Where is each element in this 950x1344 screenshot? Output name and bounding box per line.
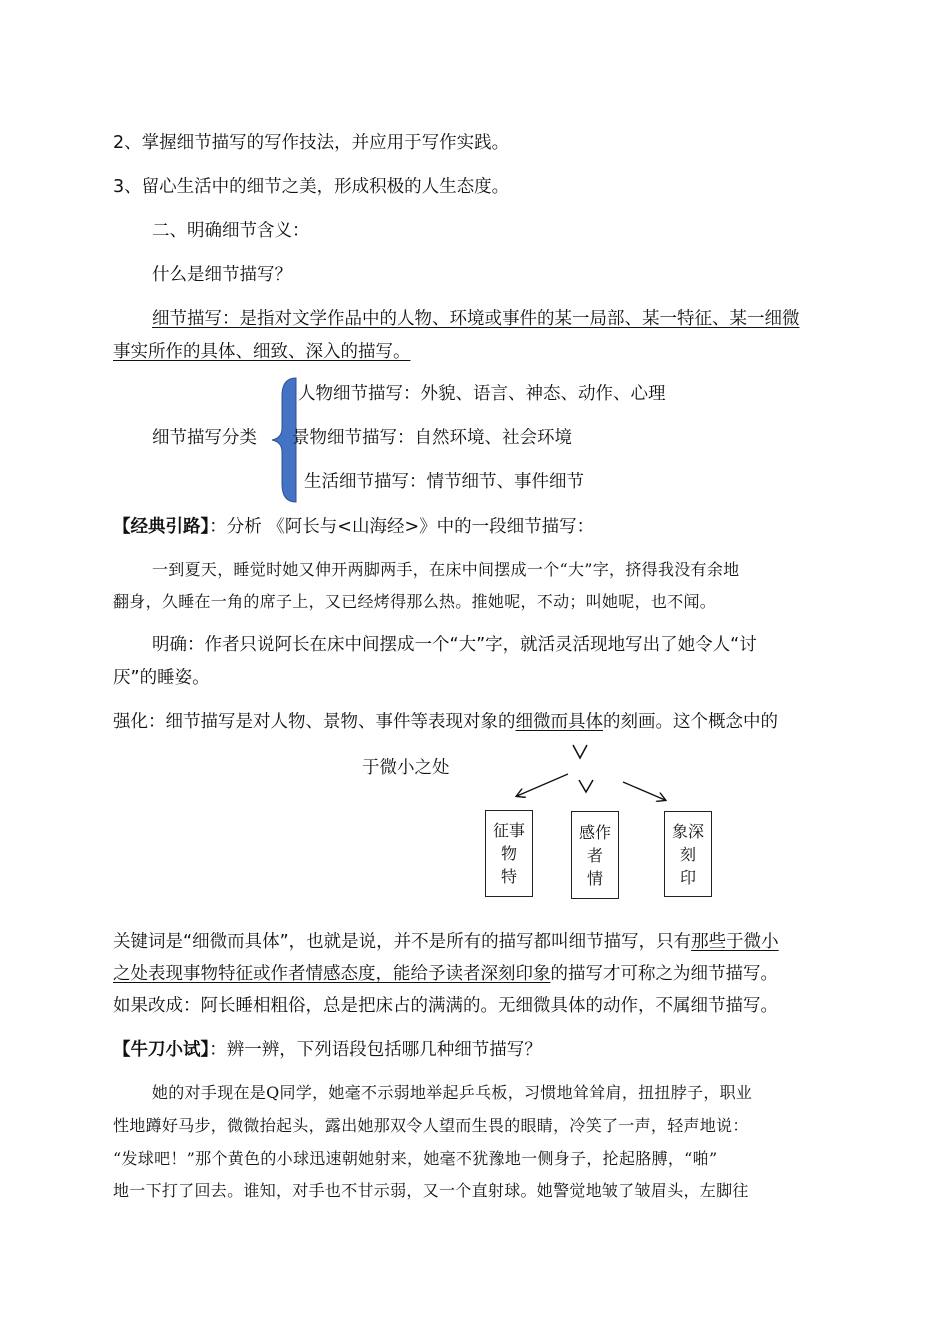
box-impression-line-1: 象深	[671, 822, 704, 841]
keyword-line-2	[113, 961, 778, 987]
practice-heading	[113, 1037, 542, 1063]
objective-2: 2、掌握细节描写的写作技法，并应用于写作实践。	[113, 133, 510, 153]
classic-tag: 【经典引路】	[113, 517, 210, 537]
strengthen-prefix: 强化：细节描写是对人物、景物、事件等表现对象的	[113, 712, 516, 732]
keyword-line-1b: 那些于微小	[691, 932, 779, 952]
keyword-line-3: 如果改成：阿长睡相粗俗，总是把床占的满满的。无细微具体的动作，不属细节描写。	[113, 996, 778, 1016]
quote-line-1: 一到夏天，睡觉时她又伸开两脚两手，在床中间摆成一个“大”字，挤得我没有余地	[152, 560, 740, 579]
classification-item-person: 人物细节描写：外貌、语言、神态、动作、心理	[298, 384, 666, 404]
classification-label: 细节描写分类	[152, 428, 257, 448]
clarify-line-2: 厌”的睡姿。	[113, 668, 210, 688]
box-emotion	[571, 811, 619, 899]
practice-text: ：辨一辨，下列语段包括哪几种细节描写？	[209, 1040, 542, 1060]
box-feature	[485, 810, 533, 897]
box-feature-line-1: 征事	[492, 821, 525, 840]
classification-item-life: 生活细节描写：情节细节、事件细节	[304, 472, 584, 492]
box-feature-line-3: 特	[500, 867, 517, 886]
objective-3: 3、留心生活中的细节之美，形成积极的人生态度。	[113, 177, 510, 197]
keyword-line-1	[113, 929, 779, 955]
box-emotion-line-3: 情	[586, 869, 603, 888]
box-emotion-line-2: 者	[586, 846, 603, 865]
right-arrow-icon	[623, 782, 665, 800]
box-feature-line-2: 物	[500, 844, 517, 863]
keyword-line-2a: 之处表现事物特征或作者情感态度，能给予读者深刻印象	[113, 964, 551, 984]
question: 什么是细节描写？	[152, 265, 292, 285]
strengthen-suffix: 的刻画。这个概念中的	[603, 712, 778, 732]
left-arrow-icon	[517, 774, 568, 796]
section-heading: 二、明确细节含义：	[152, 221, 310, 241]
clarify-line-1: 明确：作者只说阿长在床中间摆成一个“大”字，就活灵活现地写出了她令人“讨	[152, 635, 757, 655]
classic-text: ：分析 《阿长与<山海经>》中的一段细节描写：	[209, 517, 595, 537]
practice-line-1: 她的对手现在是Q同学，她毫不示弱地举起乒乓板，习惯地耸耸肩，扭扭脖子，职业	[152, 1083, 753, 1102]
down-arrow-icon	[573, 745, 587, 758]
tiny-place-label: 于微小之处	[362, 758, 450, 778]
classification-item-scene: 景物细节描写：自然环境、社会环境	[292, 428, 572, 448]
practice-line-4: 地一下打了回去。谁知，对手也不甘示弱，又一个直射球。她警觉地皱了皱眉头，左脚往	[113, 1181, 749, 1200]
definition-line-1: 细节描写：是指对文学作品中的人物、环境或事件的某一局部、某一特征、某一细微	[152, 309, 800, 329]
box-emotion-line-1: 感作	[578, 823, 611, 842]
box-impression-line-3: 印	[679, 868, 696, 887]
keyword-line-1a: 关键词是“细微而具体”，也就是说，并不是所有的描写都叫细节描写，只有	[113, 932, 692, 952]
definition-line-2: 事实所作的具体、细致、深入的描写。	[113, 342, 411, 362]
center-arrow-icon	[579, 780, 593, 792]
box-impression-line-2: 刻	[679, 845, 696, 864]
keyword-line-2b: 的描写才可称之为细节描写。	[550, 964, 778, 984]
practice-line-3: “发球吧！”那个黄色的小球迅速朝她射来，她毫不犹豫地一侧身子，抡起胳膊，“啪”	[113, 1149, 718, 1168]
strengthen-underlined: 细微而具体	[515, 712, 603, 732]
practice-line-2: 性地蹲好马步，微微抬起头，露出她那双令人望而生畏的眼睛，冷笑了一声，轻声地说：	[113, 1116, 749, 1135]
box-impression	[664, 811, 712, 897]
quote-line-2: 翻身，久睡在一角的席子上，又已经烤得那么热。推她呢，不动；叫她呢，也不闻。	[113, 592, 717, 611]
practice-tag: 【牛刀小试】	[113, 1040, 210, 1060]
